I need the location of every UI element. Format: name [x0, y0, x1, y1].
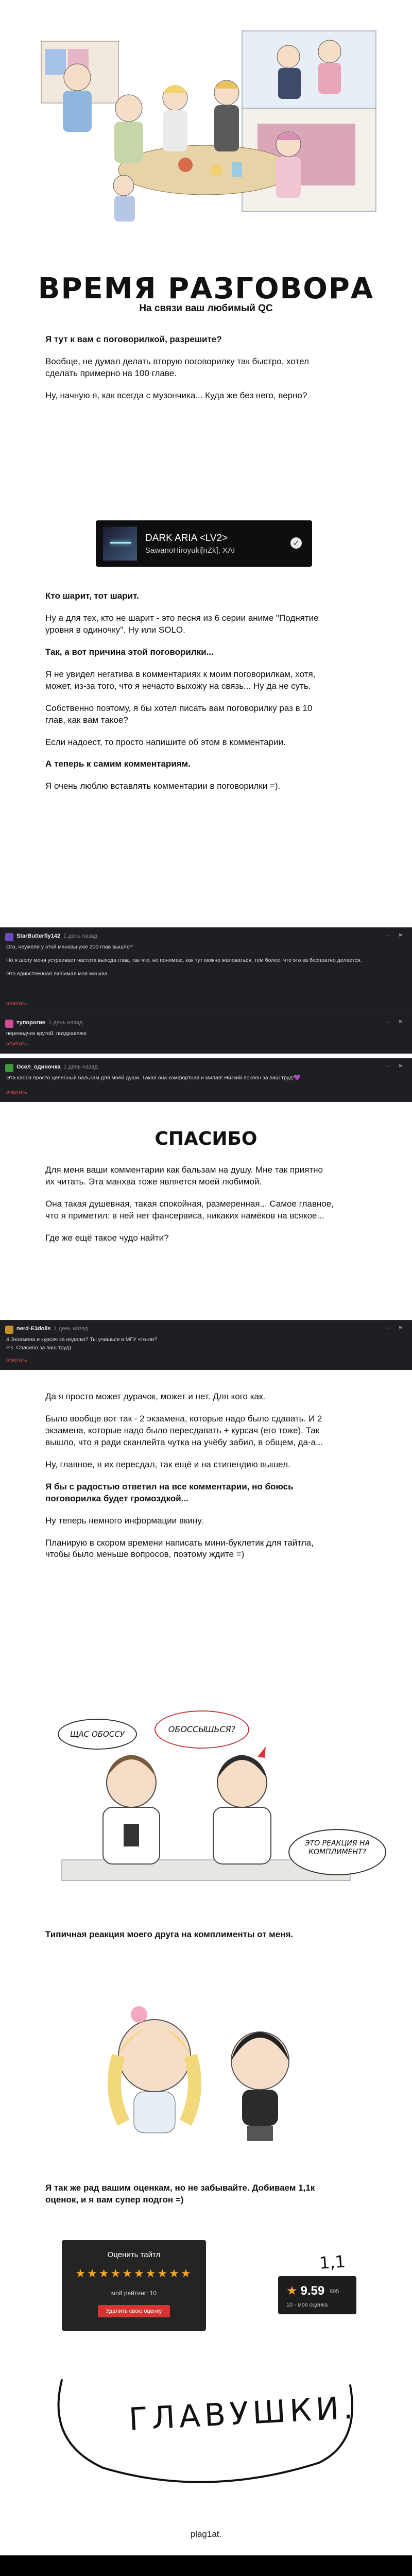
reply-link[interactable]: ответить: [6, 1358, 27, 1363]
comment-body: [6, 1030, 398, 1038]
music-track-card[interactable]: [96, 520, 312, 567]
body-paragraph: Для меня ваши комментарии как бальзам на душу. Мне так приятно их читать. Эта манхва тоже является моей любимой.: [45, 1165, 323, 1187]
last-section: [45, 1391, 334, 1571]
comment-line: Это единственная любимая моя манхва: [6, 970, 108, 977]
page-subtitle: На связи ваш любимый QC: [139, 303, 273, 314]
body-paragraph: Ну а для тех, кто не шарит - это песня из 6 серии аниме "Поднятие уровня в одиночку". Ну или SOLO.: [45, 613, 319, 635]
intro-section: [45, 334, 334, 412]
my-score: 10 - моя оценка: [286, 2302, 328, 2308]
intro-paragraph: Я тут к вам с поговорилкой, разрешите?: [45, 334, 222, 344]
speech-bubble: ОБОССЫШЬСЯ?: [154, 1710, 249, 1749]
body-paragraph: Я бы с радостью ответил на все комментарии, но боюсь поговорилка будет громоздкой...: [45, 1481, 294, 1503]
body-paragraph: Планирую в скором времени написать мини-буклетик для тайтла, чтобы было меньше вопросов, поэтому ждите =): [45, 1537, 314, 1560]
album-cover: [103, 527, 137, 561]
team-footer: [0, 2555, 412, 2576]
comment-line: Эта кабба просто целебный бальзам для моей души. Такая она комфортная и милая! Низкий поклон за ваш труд!💜: [6, 1075, 301, 1081]
reply-link[interactable]: ответить: [6, 1090, 27, 1095]
page-title: ВРЕМЯ РАЗГОВОРА: [38, 272, 374, 306]
comment-card: [0, 1320, 412, 1370]
comic-illustration: [0, 1690, 412, 1922]
comment-controls-icon[interactable]: ⋯ ⚑: [385, 933, 406, 939]
body-paragraph: Если надоест, то просто напишите об этом в комментарии.: [45, 737, 286, 747]
comment-line: Ого, неужели у этой манхвы уже 200 глав вышло?: [6, 944, 133, 950]
comment-card: [0, 927, 412, 1014]
my-rating-label: мой рейтинг: 10: [111, 2290, 157, 2297]
ratings-count: 895: [330, 2289, 339, 2295]
comment-body: [6, 1336, 398, 1352]
body-paragraph: Да я просто может дурачок, может и нет. Для кого как.: [45, 1392, 266, 1401]
comment-line: переводчик крутой, поздравляю: [6, 1030, 87, 1037]
comment-line: P.s. Спасибо за ваш труд): [6, 1344, 71, 1351]
remove-rating-button[interactable]: Удалить свою оценку: [98, 2305, 170, 2317]
body-paragraph: Так, а вот причина этой поговорилки...: [45, 647, 214, 657]
speech-bubble: ЭТО РЕАКЦИЯ НА КОМПЛИМЕНТ?: [288, 1829, 386, 1875]
reply-link[interactable]: ответить: [6, 1001, 27, 1007]
comment-card: [0, 1014, 412, 1054]
after-comments-section: [45, 1164, 334, 1255]
comment-body: [6, 943, 398, 978]
comment-body: [6, 1074, 398, 1082]
middle-section: [45, 590, 334, 803]
score-widget: [278, 2276, 356, 2314]
intro-paragraph: Вообще, не думал делать вторую поговорилку так быстро, хотел сделать примерно на 100 главе.: [45, 356, 309, 378]
comment-controls-icon[interactable]: ⋯ ⚑: [385, 1064, 406, 1070]
rate-title-widget: [62, 2240, 206, 2331]
comment-controls-icon[interactable]: ⋯ ⚑: [385, 1326, 406, 1331]
body-paragraph: Кто шарит, тот шарит.: [45, 591, 139, 601]
comment-card: [0, 1058, 412, 1102]
reaction-caption: Типичная реакция моего друга на комплименты от меня.: [45, 1929, 294, 1939]
body-paragraph: Собственно поэтому, я бы хотел писать вам поговорилку раз в 10 глав, как вам такое?: [45, 703, 313, 725]
avatar[interactable]: [5, 1064, 13, 1072]
intro-paragraph: Ну, начную я, как всегда с музончика... Куда же без него, верно?: [45, 390, 307, 400]
comment-time: 1 день назад: [63, 1064, 98, 1070]
comment-line: Но я шелу меня устраивает частота выхода глав, так что, не понимаю, как тут можно жаловаться, тем более, что это за бесплатно делается.: [6, 957, 362, 963]
track-artist: SawanoHiroyuki[nZk], XAI: [145, 546, 235, 555]
body-paragraph: А теперь к самим комментариям.: [45, 759, 191, 769]
check-icon: ✓: [290, 537, 302, 549]
translator-credit: plag1at.: [190, 2529, 222, 2539]
comment-time: 1 день назад: [63, 933, 98, 939]
body-paragraph: Где же ещё такое чудо найти?: [45, 1232, 169, 1243]
body-paragraph: Ну, главное, я их пересдал, так ещё и на стипендию вышел.: [45, 1459, 290, 1469]
track-title: DARK ARIA <LV2>: [145, 533, 228, 544]
body-paragraph: Я очень люблю вставлять комментарии в поговорилки =).: [45, 781, 281, 791]
comment-author[interactable]: тупорогие 1 день назад: [16, 1020, 83, 1026]
rating-stars[interactable]: ★★★★★★★★★★: [75, 2267, 193, 2280]
avatar[interactable]: [5, 1020, 13, 1028]
comment-controls-icon[interactable]: ⋯ ⚑: [385, 1020, 406, 1025]
body-paragraph: Я не увидел негатива в комментариях к моим поговорилкам, хотя, может, из-за того, что я нечасто выхожу на связь... Ну да не суть.: [45, 669, 316, 691]
comment-time: 1 день назад: [48, 1020, 83, 1026]
handwritten-text: ГЛАВУШКИ.: [128, 2389, 358, 2438]
body-paragraph: Она такая душевная, такая спокойная, размеренная... Самое главное, что я приметил: в ней нет фансервиса, никаких намёков на всякое...: [45, 1198, 334, 1221]
avatar[interactable]: [5, 1326, 13, 1334]
avatar[interactable]: [5, 933, 13, 941]
body-paragraph: Было вообще вот так - 2 экзамена, которые надо было сдавать. И 2 экзамена, которые надо было пересдавать + курсач (его тоже). Так вышло, что я ради сканлейта чутка на учёбу забил, в общем, да-а...: [45, 1413, 323, 1447]
comment-line: 4 Экзамена и курсач за неделю? Ты учишься в МГУ что-ли?: [6, 1336, 157, 1343]
header-illustration: [0, 0, 412, 242]
speech-bubble: ЩАС ОБОССУ: [58, 1719, 137, 1750]
star-icon: ★: [286, 2284, 298, 2298]
comment-author[interactable]: StarButterfly142 1 день назад: [16, 933, 98, 939]
chibi-illustration: [0, 1994, 412, 2159]
thanks-heading: СПАСИБО: [154, 1128, 258, 1149]
handwritten-target: 1,1: [318, 2251, 347, 2273]
comment-author[interactable]: nerd-E3dolls 1 день назад: [16, 1326, 88, 1332]
comment-time: 1 день назад: [54, 1326, 88, 1332]
rate-title-heading: Оценить тайтл: [107, 2250, 161, 2259]
average-score: ★ 9.59: [286, 2284, 325, 2298]
comment-author[interactable]: Осел_одиночка 1 день назад: [16, 1064, 98, 1070]
ratings-caption: Я так же рад вашим оценкам, но не забывайте. Добиваем 1,1к оценок, и я вам супер подгон =): [45, 2183, 315, 2205]
reply-link[interactable]: ответить: [6, 1041, 27, 1047]
body-paragraph: Ну теперь немного информации вкину.: [45, 1515, 203, 1526]
